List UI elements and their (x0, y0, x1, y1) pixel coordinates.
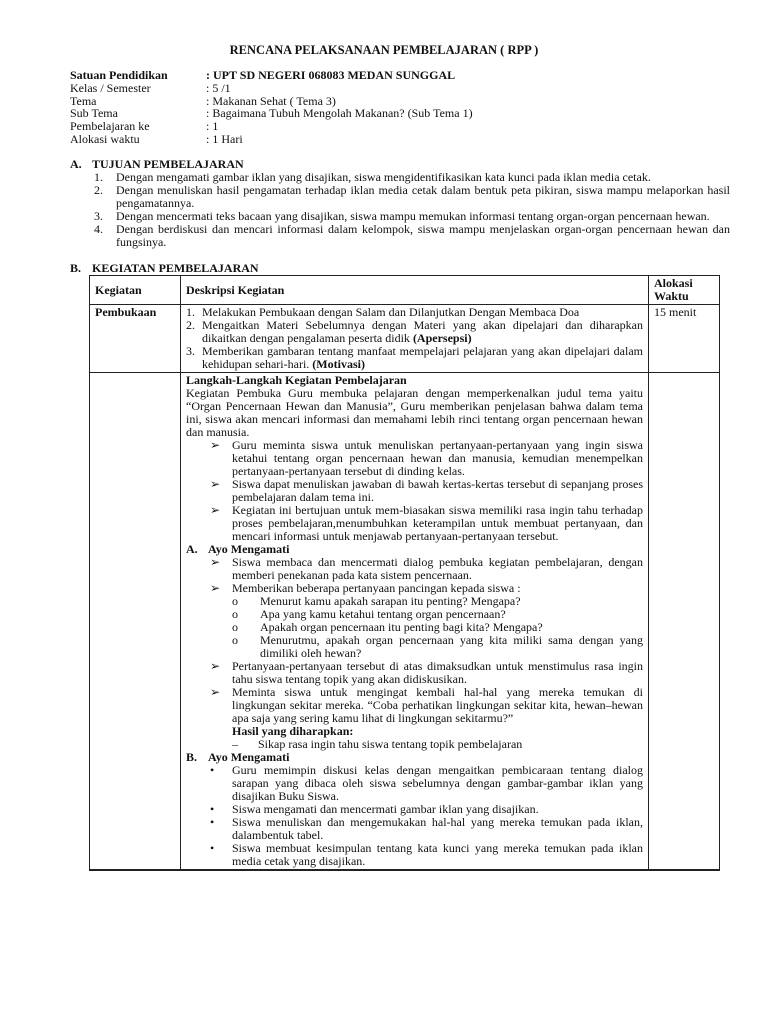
info-label: Kelas / Semester (70, 80, 151, 95)
dot-bullet-icon: • (210, 841, 215, 855)
circle-bullet-icon: o (232, 620, 238, 634)
section-number: B. (70, 261, 82, 275)
cell-deskripsi (181, 305, 649, 373)
list-item (94, 184, 730, 210)
info-label: Tema (70, 93, 97, 108)
arrow-bullet-icon: ➢ (210, 438, 221, 452)
section-title: TUJUAN PEMBELAJARAN (92, 157, 244, 171)
info-block (70, 69, 730, 146)
item-text: Pertanyaan-pertanyaan tersebut di atas dimaksudkan untuk menstimulus rasa ingin tahu siswa tentang topik yang akan didiskusikan. (232, 659, 643, 686)
item-text (202, 345, 643, 371)
subheading-letter: B. (186, 750, 198, 764)
table-row-pembukaan (90, 305, 720, 373)
item-text: Siswa membaca dan mencermati dialog pembuka kegiatan pembelajaran, dengan memberi penekanan pada kata sistem pencernaan. (232, 555, 643, 582)
table-row-inti (90, 373, 720, 871)
hasil-label: Hasil yang diharapkan: (232, 724, 354, 738)
item-number: 2. (94, 183, 103, 197)
pembukaan-item (186, 345, 643, 371)
section-number: A. (70, 157, 82, 171)
item-text: Memberikan beberapa pertanyaan pancingan kepada siswa : (232, 581, 521, 595)
item-text-body: Memberikan gambaran tentang manfaat mempelajari pelajaran yang akan dipelajari dalam kehidupan sehari-hari. (202, 344, 643, 371)
item-text: Siswa membuat kesimpulan tentang kata kunci yang mereka temukan pada iklan media cetak yang disajikan. (232, 841, 643, 868)
info-value: : 1 (206, 119, 219, 134)
table-header-row (90, 276, 720, 305)
item-text: Apa yang kamu ketahui tentang organ pencernaan? (260, 607, 506, 621)
dot-bullet-icon: • (210, 802, 215, 816)
info-label: Satuan Pendidikan (70, 68, 168, 82)
header-alokasi: Alokasi Waktu (649, 276, 720, 305)
item-text: Siswa dapat menuliskan jawaban di bawah kertas-kertas tersebut di sepanjang proses pembelajaran dalam tema ini. (232, 477, 643, 504)
header-deskripsi: Deskripsi Kegiatan (181, 276, 649, 305)
subheading-label: Ayo Mengamati (208, 542, 290, 556)
cell-waktu: 15 menit (649, 305, 720, 373)
info-row-subtema (70, 107, 730, 120)
item-text: Apakah organ pencernaan itu penting bagi kita? Mengapa? (260, 620, 543, 634)
circle-bullet-icon: o (232, 594, 238, 608)
info-label: Sub Tema (70, 106, 118, 121)
bullet-item (186, 764, 643, 803)
item-text: Sikap rasa ingin tahu siswa tentang topik pembelajaran (258, 737, 523, 751)
info-value: : Bagaimana Tubuh Mengolah Makanan? (Sub Tema 1) (206, 106, 473, 121)
pembukaan-item (186, 319, 643, 345)
arrow-bullet-icon: ➢ (210, 477, 221, 491)
item-number: 3. (186, 344, 195, 358)
document-title: RENCANA PELAKSANAAN PEMBELAJARAN ( RPP ) (229, 43, 539, 57)
section-title: KEGIATAN PEMBELAJARAN (92, 261, 259, 275)
inti-intro: Kegiatan Pembuka Guru membuka pelajaran dengan memperkenalkan judul tema yaitu “Organ Pencernaan Hewan dan Manusia”, Guru memberikan penjelasan bahwa dalam tema ini, siswa akan mencari informasi dan memahami lebih rinci tentang organ pencernaan hewan dan manusia. (186, 386, 643, 439)
info-label: Pembelajaran ke (70, 119, 150, 134)
info-row-pembelajaran (70, 120, 730, 133)
kegiatan-table (89, 275, 720, 871)
item-text-bold: (Apersepsi) (412, 331, 472, 345)
circle-bullet-icon: o (232, 607, 238, 621)
arrow-bullet-icon: ➢ (210, 581, 221, 595)
circle-bullet-icon: o (232, 633, 238, 647)
arrow-bullet-icon: ➢ (210, 555, 221, 569)
cell-deskripsi-inti (181, 373, 649, 871)
bullet-item (186, 816, 643, 842)
info-value: : UPT SD NEGERI 068083 MEDAN SUNGGAL (206, 68, 456, 82)
arrow-item (186, 439, 643, 478)
item-text: Guru memimpin diskusi kelas dengan mengaitkan pembicaraan tentang dialog sarapan yang dibaca oleh siswa sebelumnya dengan gambar-gambar iklan yang disajikan Buku Siswa. (232, 763, 643, 803)
item-text: Dengan mencermati teks bacaan yang disajikan, siswa mampu memukan informasi tentang organ-organ pencernaan hewan. (116, 209, 710, 223)
arrow-bullet-icon: ➢ (210, 503, 221, 517)
item-number: 1. (94, 170, 103, 184)
info-value: : 5 /1 (206, 80, 231, 95)
dot-bullet-icon: • (210, 815, 215, 829)
item-text: Menurut kamu apakah sarapan itu penting? Mengapa? (260, 594, 521, 608)
subheading-label: Ayo Mengamati (208, 750, 290, 764)
subheading-letter: A. (186, 542, 198, 556)
item-text: Guru meminta siswa untuk menuliskan pertanyaan-pertanyaan yang ingin siswa ketahui tentang organ pencernaan hewan dan manusia, kemudian menempelkan pertanyaan-pertanyaan tersebut di dinding kelas. (232, 438, 643, 478)
item-text: Dengan mengamati gambar iklan yang disajikan, siswa mengidentifikasikan kata kunci pada iklan media cetak. (116, 170, 651, 184)
tujuan-list (94, 171, 730, 249)
arrow-bullet-icon: ➢ (210, 659, 221, 673)
info-row-kelas (70, 82, 730, 95)
cell-kegiatan: Pembukaan (90, 305, 181, 373)
item-number: 2. (186, 318, 195, 332)
item-text-body: Mengaitkan Materi Sebelumnya dengan Materi yang akan dipelajari dan diharapkan dikaitkan dengan pengalaman peserta didik (202, 318, 643, 345)
arrow-item (186, 478, 643, 504)
item-text: Menurutmu, apakah organ pencernaan yang kita miliki sama dengan yang dimiliki oleh hewan? (260, 633, 643, 660)
arrow-item (186, 686, 643, 725)
item-number: 4. (94, 222, 103, 236)
cell-waktu-empty (649, 373, 720, 871)
section-b-heading (70, 262, 259, 275)
info-label: Alokasi waktu (70, 131, 140, 146)
dash-bullet-icon: – (232, 737, 238, 751)
item-text-body: Melakukan Pembukaan dengan Salam dan Dilanjutkan Dengan Membaca Doa (202, 305, 580, 319)
info-row-alokasi (70, 133, 730, 146)
header-kegiatan: Kegiatan (90, 276, 181, 305)
bullet-item (186, 842, 643, 868)
cell-kegiatan-empty (90, 373, 181, 871)
item-text: Dengan berdiskusi dan mencari informasi dalam kelompok, siswa mampu menjelaskan organ-organ pencernaan hewan dan fungsinya. (116, 222, 730, 249)
inti-heading: Langkah-Langkah Kegiatan Pembelajaran (186, 373, 407, 387)
item-number: 3. (94, 209, 103, 223)
dot-bullet-icon: • (210, 763, 215, 777)
item-text (202, 319, 643, 345)
item-text: Siswa menuliskan dan mengemukakan hal-hal yang mereka temukan pada iklan, dalambentuk tabel. (232, 815, 643, 842)
item-text: Siswa mengamati dan mencermati gambar iklan yang disajikan. (232, 802, 539, 816)
info-row-satuan (70, 69, 730, 82)
info-value: : 1 Hari (206, 131, 243, 146)
arrow-item (186, 556, 643, 582)
arrow-bullet-icon: ➢ (210, 685, 221, 699)
item-text: Meminta siswa untuk mengingat kembali hal-hal yang mereka temukan di lingkungan sekitar mereka. “Coba perhatikan lingkungan sekitar kita, hewan–hewan apa saja yang sering kamu lihat di lingkungan sekitarmu?” (232, 685, 643, 725)
question-item (186, 634, 643, 660)
arrow-item (186, 660, 643, 686)
item-number: 1. (186, 305, 195, 319)
item-text: Kegiatan ini bertujuan untuk mem-biasakan siswa memiliki rasa ingin tahu terhadap proses pembelajaran,menumbuhkan keterampilan untuk membuat pertanyaan, dan mencari informasi untuk menjawab pertanyaan-pertanyaan tersebut. (232, 503, 643, 543)
list-item (94, 223, 730, 249)
arrow-item (186, 504, 643, 543)
item-text-bold: (Motivasi) (312, 357, 365, 371)
info-value: : Makanan Sehat ( Tema 3) (206, 93, 336, 108)
item-text: Dengan menuliskan hasil pengamatan terhadap iklan media cetak dalam bentuk peta pikiran, siswa mampu melaporkan hasil pengamatannya. (116, 183, 730, 210)
